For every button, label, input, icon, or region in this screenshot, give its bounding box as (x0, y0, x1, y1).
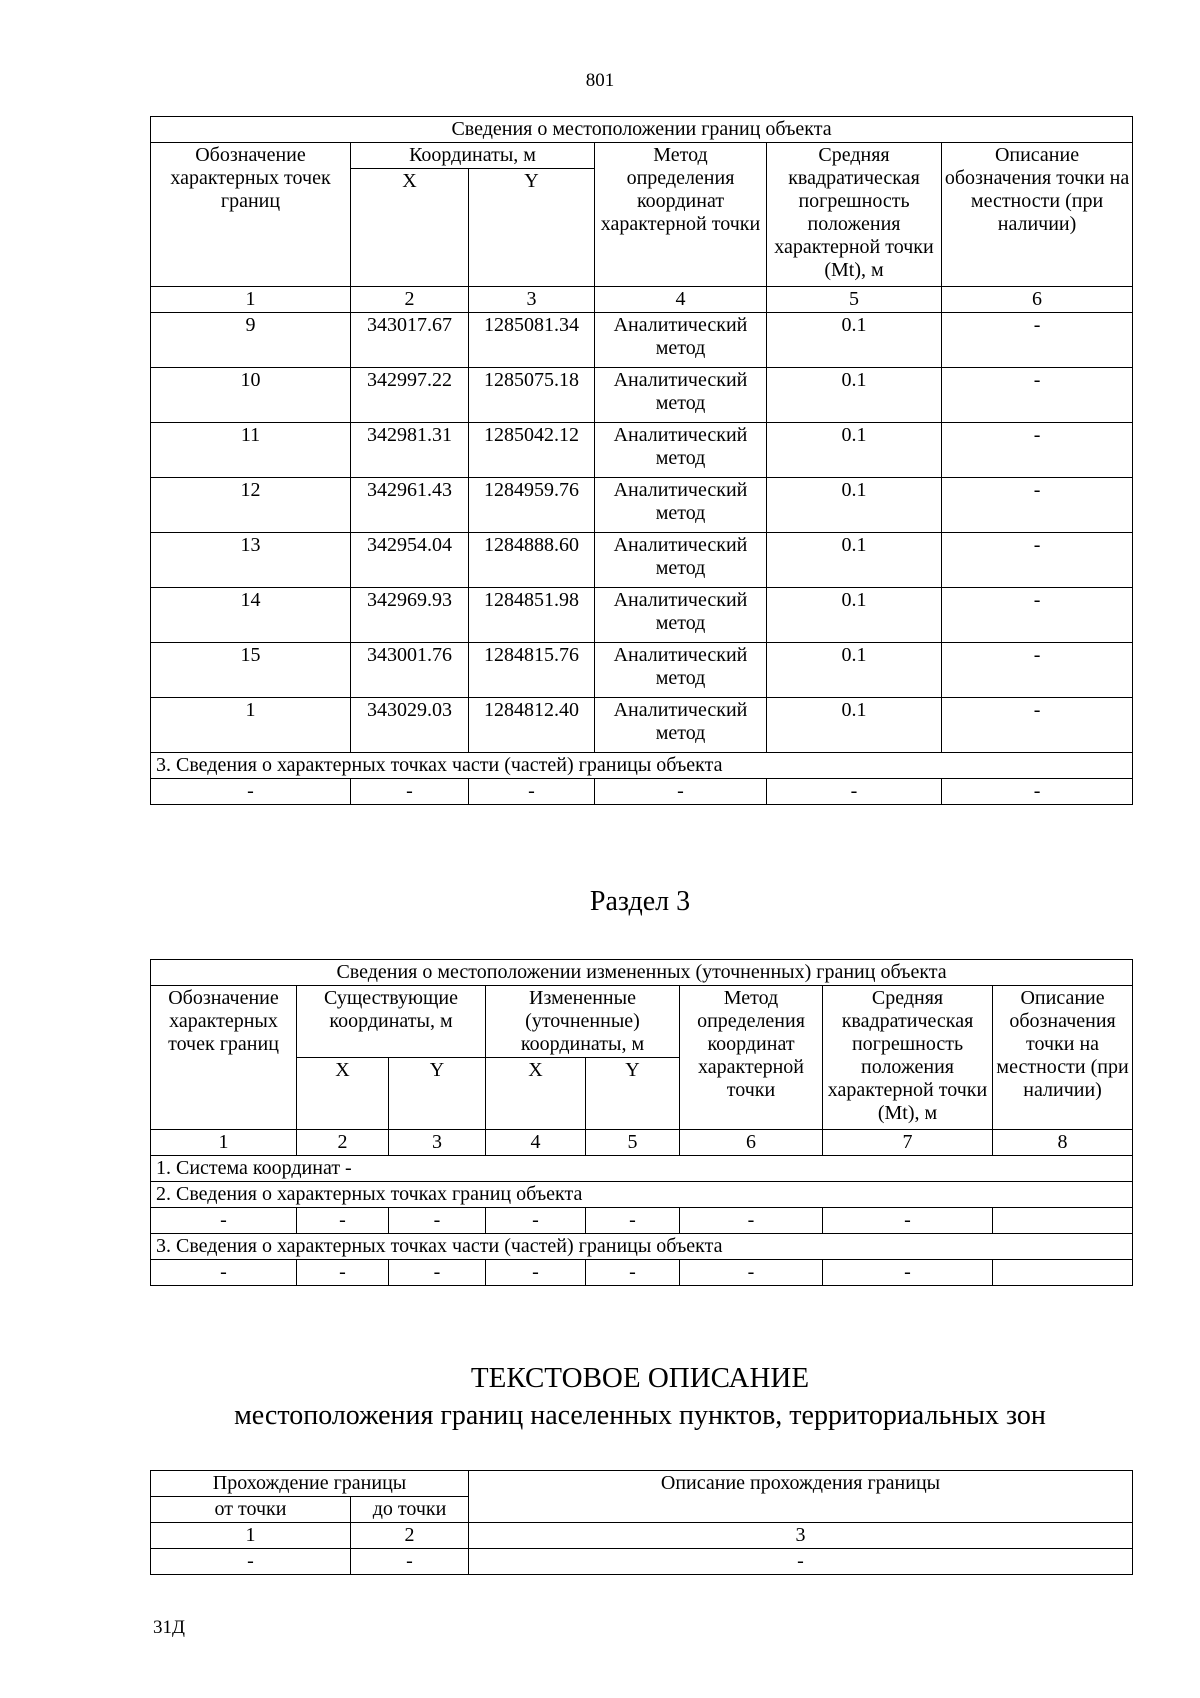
header-point-designation: Обозначение характерных точек границ (151, 986, 297, 1130)
boundary-description-table (150, 1470, 1133, 1575)
column-number-row (151, 1130, 1133, 1156)
empty-cell: - (297, 1208, 389, 1234)
empty-cell (993, 1208, 1133, 1234)
footer-code: 31Д (153, 1617, 185, 1638)
y-coordinate: 1284851.98 (469, 588, 595, 643)
empty-cell: - (595, 779, 767, 805)
method-cell: Аналитический метод (595, 698, 767, 753)
point-number: 1 (151, 698, 351, 753)
header-passage: Прохождение границы (151, 1471, 469, 1497)
empty-cell: - (767, 779, 942, 805)
description-cell: - (942, 643, 1133, 698)
table-row (151, 779, 1133, 805)
table-row (151, 643, 1133, 698)
x-coordinate: 342969.93 (351, 588, 469, 643)
document-title: ТЕКСТОВОЕ ОПИСАНИЕ (470, 1362, 810, 1394)
description-cell: - (942, 313, 1133, 368)
method-cell: Аналитический метод (595, 643, 767, 698)
column-number: 6 (942, 287, 1133, 313)
method-cell: Аналитический метод (595, 478, 767, 533)
point-number: 9 (151, 313, 351, 368)
table-row (151, 313, 1133, 368)
header-y: Y (469, 169, 595, 287)
error-cell: 0.1 (767, 533, 942, 588)
header-point-designation: Обозначение характерных точек границ (151, 143, 351, 287)
empty-cell: - (586, 1260, 680, 1286)
column-number: 3 (469, 1523, 1133, 1549)
header-description: Описание обозначения точки на местности (при наличии) (993, 986, 1133, 1130)
method-cell: Аналитический метод (595, 533, 767, 588)
header-changed-coordinates: Измененные (уточненные) координаты, м (486, 986, 680, 1058)
column-number: 6 (680, 1130, 823, 1156)
error-cell: 0.1 (767, 313, 942, 368)
empty-cell: - (680, 1260, 823, 1286)
error-cell: 0.1 (767, 423, 942, 478)
point-number: 15 (151, 643, 351, 698)
y-coordinate: 1285081.34 (469, 313, 595, 368)
header-description: Описание обозначения точки на местности (при наличии) (942, 143, 1133, 287)
header-error: Средняя квадратическая погрешность положения характерной точки (Mt), м (823, 986, 993, 1130)
table-row (151, 478, 1133, 533)
table-row (151, 1208, 1133, 1234)
description-cell: - (942, 368, 1133, 423)
error-cell: 0.1 (767, 478, 942, 533)
column-number: 8 (993, 1130, 1133, 1156)
column-number: 5 (767, 287, 942, 313)
empty-cell: - (151, 1549, 351, 1575)
point-number: 11 (151, 423, 351, 478)
error-cell: 0.1 (767, 698, 942, 753)
empty-cell: - (469, 1549, 1133, 1575)
header-y: Y (586, 1058, 680, 1130)
table-row (151, 1549, 1133, 1575)
header-x: X (297, 1058, 389, 1130)
coordinate-system-label: 1. Система координат - (151, 1156, 1133, 1182)
table-title: Сведения о местоположении границ объекта (151, 117, 1133, 143)
method-cell: Аналитический метод (595, 588, 767, 643)
table-row (151, 1260, 1133, 1286)
empty-cell: - (586, 1208, 680, 1234)
column-number: 4 (486, 1130, 586, 1156)
point-number: 12 (151, 478, 351, 533)
empty-cell: - (942, 779, 1133, 805)
empty-cell: - (151, 1208, 297, 1234)
changed-boundaries-table (150, 959, 1133, 1286)
column-number-row (151, 1523, 1133, 1549)
empty-cell: - (351, 1549, 469, 1575)
method-cell: Аналитический метод (595, 313, 767, 368)
column-number: 1 (151, 1523, 351, 1549)
header-to-point: до точки (351, 1497, 469, 1523)
table-row (151, 533, 1133, 588)
error-cell: 0.1 (767, 588, 942, 643)
x-coordinate: 342997.22 (351, 368, 469, 423)
header-existing-coordinates: Существующие координаты, м (297, 986, 486, 1058)
point-number: 14 (151, 588, 351, 643)
description-cell: - (942, 423, 1133, 478)
method-cell: Аналитический метод (595, 368, 767, 423)
empty-cell: - (823, 1260, 993, 1286)
x-coordinate: 342981.31 (351, 423, 469, 478)
x-coordinate: 343029.03 (351, 698, 469, 753)
header-coordinates: Координаты, м (351, 143, 595, 169)
column-number: 3 (389, 1130, 486, 1156)
section-heading: Раздел 3 (589, 886, 691, 917)
empty-cell: - (151, 1260, 297, 1286)
column-number: 5 (586, 1130, 680, 1156)
table-row (151, 588, 1133, 643)
section-label: 3. Сведения о характерных точках части (частей) границы объекта (151, 1234, 1133, 1260)
boundary-points-table (150, 116, 1133, 805)
error-cell: 0.1 (767, 368, 942, 423)
y-coordinate: 1284812.40 (469, 698, 595, 753)
column-number: 1 (151, 287, 351, 313)
error-cell: 0.1 (767, 643, 942, 698)
header-error: Средняя квадратическая погрешность положения характерной точки (Mt), м (767, 143, 942, 287)
header-passage-description: Описание прохождения границы (469, 1471, 1133, 1523)
column-number: 2 (351, 287, 469, 313)
empty-cell: - (486, 1260, 586, 1286)
section-label: 2. Сведения о характерных точках границ объекта (151, 1182, 1133, 1208)
point-number: 10 (151, 368, 351, 423)
header-x: X (351, 169, 469, 287)
x-coordinate: 343017.67 (351, 313, 469, 368)
empty-cell: - (486, 1208, 586, 1234)
empty-cell: - (389, 1260, 486, 1286)
y-coordinate: 1285075.18 (469, 368, 595, 423)
page-number: 801 (585, 70, 615, 91)
document-subtitle: местоположения границ населенных пунктов, территориальных зон (234, 1400, 1046, 1431)
column-number: 3 (469, 287, 595, 313)
empty-cell: - (151, 779, 351, 805)
x-coordinate: 343001.76 (351, 643, 469, 698)
description-cell: - (942, 588, 1133, 643)
x-coordinate: 342961.43 (351, 478, 469, 533)
y-coordinate: 1284815.76 (469, 643, 595, 698)
point-number: 13 (151, 533, 351, 588)
section-label: 3. Сведения о характерных точках части (частей) границы объекта (151, 753, 1133, 779)
header-y: Y (389, 1058, 486, 1130)
y-coordinate: 1285042.12 (469, 423, 595, 478)
header-method: Метод определения координат характерной точки (680, 986, 823, 1130)
description-cell: - (942, 478, 1133, 533)
column-number: 4 (595, 287, 767, 313)
method-cell: Аналитический метод (595, 423, 767, 478)
column-number: 2 (297, 1130, 389, 1156)
y-coordinate: 1284888.60 (469, 533, 595, 588)
column-number: 1 (151, 1130, 297, 1156)
header-method: Метод определения координат характерной точки (595, 143, 767, 287)
header-from-point: от точки (151, 1497, 351, 1523)
empty-cell (993, 1260, 1133, 1286)
empty-cell: - (823, 1208, 993, 1234)
table-row (151, 423, 1133, 478)
table-title: Сведения о местоположении измененных (уточненных) границ объекта (151, 960, 1133, 986)
table-row (151, 698, 1133, 753)
empty-cell: - (297, 1260, 389, 1286)
header-x: X (486, 1058, 586, 1130)
column-number-row (151, 287, 1133, 313)
empty-cell: - (351, 779, 469, 805)
x-coordinate: 342954.04 (351, 533, 469, 588)
empty-cell: - (680, 1208, 823, 1234)
table-row (151, 368, 1133, 423)
y-coordinate: 1284959.76 (469, 478, 595, 533)
column-number: 7 (823, 1130, 993, 1156)
column-number: 2 (351, 1523, 469, 1549)
empty-cell: - (389, 1208, 486, 1234)
description-cell: - (942, 698, 1133, 753)
description-cell: - (942, 533, 1133, 588)
empty-cell: - (469, 779, 595, 805)
